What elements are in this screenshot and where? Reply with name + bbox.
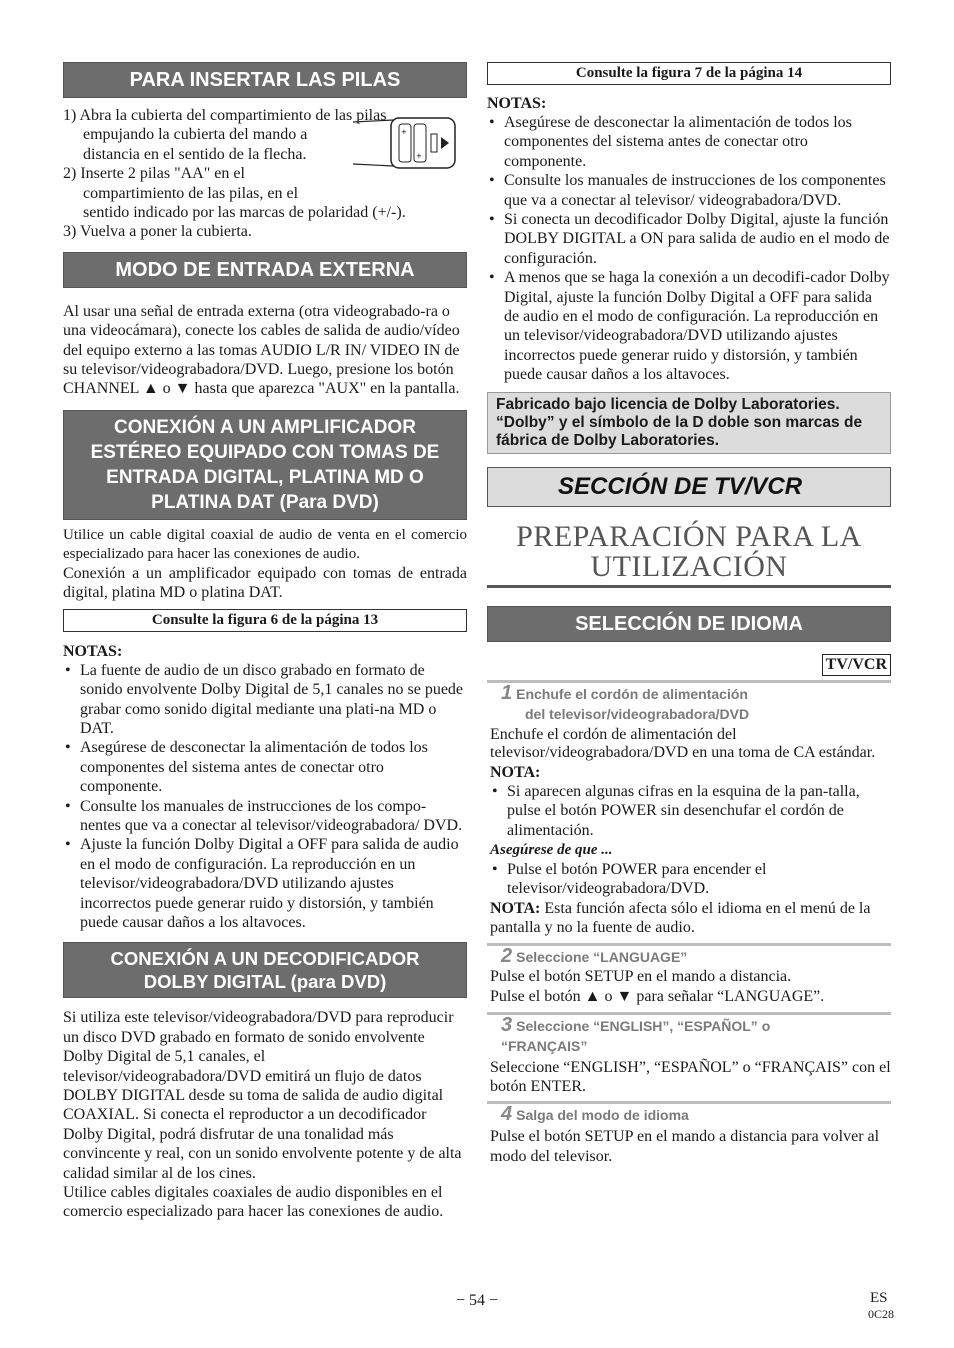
title-divider xyxy=(487,585,891,588)
amplificador-header-line: CONEXIÓN A UN AMPLIFICADOR xyxy=(114,416,416,438)
right-column xyxy=(487,62,891,1166)
step-1-nota-list xyxy=(487,782,891,840)
section-header-pilas: PARA INSERTAR LAS PILAS xyxy=(63,62,467,98)
note-item: • Asegúrese de desconectar la alimentación de todos los componentes del sistema antes de conectar otro componente. xyxy=(63,738,467,796)
left-column xyxy=(63,62,467,1222)
pilas-step-1b: empujando la cubierta del mando a xyxy=(83,126,308,144)
footer-lang-code xyxy=(868,1290,894,1322)
step-4-text: Pulse el botón SETUP en el mando a distancia para volver al modo del televisor. xyxy=(490,1128,880,1165)
note-item: • Si conecta un decodificador Dolby Digital, ajuste la función DOLBY DIGITAL a ON para salida de audio en el modo de configuración. xyxy=(487,210,891,268)
page-number: − 54 − xyxy=(455,1292,499,1309)
step-2-line-1: Pulse el botón SETUP en el mando a distancia. xyxy=(490,967,792,985)
amplificador-notes xyxy=(63,661,467,933)
svg-text:+: + xyxy=(416,152,422,160)
pilas-step-2b: compartimiento de las pilas, en el xyxy=(83,184,299,202)
step-title: Seleccione “LANGUAGE” xyxy=(516,948,688,965)
note-item: • Pulse el botón POWER para encender el televisor/videograbadora/DVD. xyxy=(490,860,891,899)
section-header-idioma: SELECCIÓN DE IDIOMA xyxy=(487,606,891,642)
step-title: “FRANÇAIS” xyxy=(501,1037,588,1054)
step-1-nota-title: NOTA: xyxy=(490,763,541,781)
step-number: 1 xyxy=(501,681,513,704)
step-number: 2 xyxy=(501,944,513,967)
step-title: Seleccione “ENGLISH”, “ESPAÑOL” o xyxy=(516,1017,771,1034)
figure-reference-7: Consulte la figura 7 de la página 14 xyxy=(487,62,891,85)
section-tv-vcr-banner: SECCIÓN DE TV/VCR xyxy=(487,467,891,507)
amplificador-header-line: ESTÉREO EQUIPADO CON TOMAS DE xyxy=(90,441,440,463)
note-item: • Consulte los manuales de instrucciones de los compo-nentes que va a conectar al televisor/videograbadora/ DVD. xyxy=(63,797,467,836)
step-1-nota2 xyxy=(487,899,891,938)
step-title: del televisor/videograbadora/DVD xyxy=(525,705,750,722)
note-item: • Ajuste la función Dolby Digital a OFF para salida de audio en el modo de configuración. La reproducción en un televisor/videograbadora/DVD utilizando ajustes incorrectos puede generar ruido y distorsión, y también puede causar daños a los altavoces. xyxy=(63,835,467,932)
decodificador-text2: Utilice cables digitales coaxiales de audio disponibles en el comercio especializado para hacer las conexiones de audio. xyxy=(63,1184,444,1221)
notes-title: NOTAS: xyxy=(63,642,123,660)
step-2-header xyxy=(487,943,891,967)
step-3-header xyxy=(487,1012,891,1056)
step-4-header xyxy=(487,1101,891,1125)
remote-battery-icon xyxy=(353,114,461,172)
note-item: • Consulte los manuales de instrucciones de los componentes que va a conectar al televisor/ videograbadora/DVD. xyxy=(487,171,891,210)
amplificador-header-line: PLATINA DAT (Para DVD) xyxy=(151,491,379,513)
note-item: • La fuente de audio de un disco grabado en formato de sonido envolvente Dolby Digital de 5,1 canales no se puede grabar como sonido digital mediante una plati-na MD o DAT. xyxy=(63,661,467,739)
step-number: 3 xyxy=(501,1013,513,1036)
page-title-line: PREPARACIÓN PARA LA xyxy=(516,519,862,553)
note-item: • A menos que se haga la conexión a un decodifi-cador Dolby Digital, ajuste la función Dolby Digital a OFF para salida de audio en el modo de configuración. La reproducción en un televisor/videograbadora/DVD utilizando ajustes incorrectos puede generar ruido y distorsión, y también puede causar daños a los altavoces. xyxy=(487,268,891,384)
tv-vcr-badge: TV/VCR xyxy=(822,654,891,676)
notes-title: NOTAS: xyxy=(487,95,547,112)
page-title-line: UTILIZACIÓN xyxy=(590,549,788,583)
pilas-steps xyxy=(63,106,467,242)
note-item: • Si aparecen algunas cifras en la esquina de la pan-talla, pulse el botón POWER sin desenchufar el cordón de alimentación. xyxy=(490,782,891,840)
externa-text: Al usar una señal de entrada externa (otra videograbado-ra o una videocámara), conecte los cables de salida de audio/vídeo del equipo externo a las tomas AUDIO L/R IN/ VIDEO IN de su televisor/videograbadora/DVD. Luego, presione los botón CHANNEL ▲ o ▼ hasta que aparezca "AUX" en la pantalla. xyxy=(63,302,460,398)
pilas-step-2: 2) Inserte 2 pilas "AA" en el xyxy=(63,165,245,183)
pilas-step-1: 1) Abra la cubierta del compartimiento de las pilas xyxy=(63,107,387,124)
pilas-step-3: 3) Vuelva a poner la cubierta. xyxy=(63,223,252,241)
pilas-step-1c: distancia en el sentido de la flecha. xyxy=(83,145,307,163)
amplificador-text1: Utilice un cable digital coaxial de audio de venta en el comercio especializado para hacer las conexiones de audio. xyxy=(63,526,467,562)
section-header-decodificador xyxy=(63,942,467,998)
dolby-license-box: Fabricado bajo licencia de Dolby Laboratories. “Dolby” y el símbolo de la D doble son marcas de fábrica de Dolby Laboratories. xyxy=(487,392,891,454)
nota-label: NOTA: xyxy=(490,899,541,917)
step-1-header xyxy=(487,680,891,724)
amplificador-header-line: ENTRADA DIGITAL, PLATINA MD O xyxy=(106,466,424,488)
pilas-step-2c: sentido indicado por las marcas de polaridad (+/-). xyxy=(83,204,406,222)
decodificador-text1: Si utiliza este televisor/videograbadora/DVD para reproducir un disco DVD grabado en formato de sonido envolvente Dolby Digital de 5,1 canales, el televisor/videograbadora/DVD emitirá un flujo de datos DOLBY DIGITAL desde su toma de salida de audio digital COAXIAL. Si conecta el reproductor a un decodificador Dolby Digital, podrá disfrutar de una tonalidad más convincente y real, con un sonido envolvente potente y de alta calidad similar al de los cines. xyxy=(63,1009,462,1182)
page-title xyxy=(487,519,891,583)
step-title: Enchufe el cordón de alimentación xyxy=(516,685,748,702)
step-title: Salga del modo de idioma xyxy=(516,1107,689,1124)
right-notes xyxy=(487,113,891,385)
step-3-text: Seleccione “ENGLISH”, “ESPAÑOL” o “FRANÇAIS” con el botón ENTER. xyxy=(490,1058,891,1095)
badge-row xyxy=(487,654,891,676)
decodificador-header-line: DOLBY DIGITAL (para DVD) xyxy=(143,971,387,993)
document-code: 0C28 xyxy=(868,1307,895,1321)
note-item: • Asegúrese de desconectar la alimentación de todos los componentes del sistema antes de conectar otro componente. xyxy=(487,113,891,171)
nota-text: Esta función afecta sólo el idioma en el menú de la pantalla y no la fuente de audio. xyxy=(490,899,871,937)
svg-text:+: + xyxy=(401,128,407,136)
section-header-externa: MODO DE ENTRADA EXTERNA xyxy=(63,252,467,288)
step-1-asegurese-list xyxy=(487,860,891,899)
amplificador-text2: Conexión a un amplificador equipado con tomas de entrada digital, platina MD o platina DAT. xyxy=(63,564,467,602)
step-2-line-2: Pulse el botón ▲ o ▼ para señalar “LANGUAGE”. xyxy=(490,987,825,1005)
section-header-amplificador xyxy=(63,410,467,520)
step-1-asegurese: Asegúrese de que ... xyxy=(490,841,613,858)
decodificador-header-line: CONEXIÓN A UN DECODIFICADOR xyxy=(110,948,420,970)
language-label: ES xyxy=(870,1290,888,1306)
step-1-text: Enchufe el cordón de alimentación del televisor/videograbadora/DVD en una toma de CA estándar. xyxy=(490,725,876,762)
step-number: 4 xyxy=(501,1103,513,1126)
figure-reference-6: Consulte la figura 6 de la página 13 xyxy=(63,609,467,632)
